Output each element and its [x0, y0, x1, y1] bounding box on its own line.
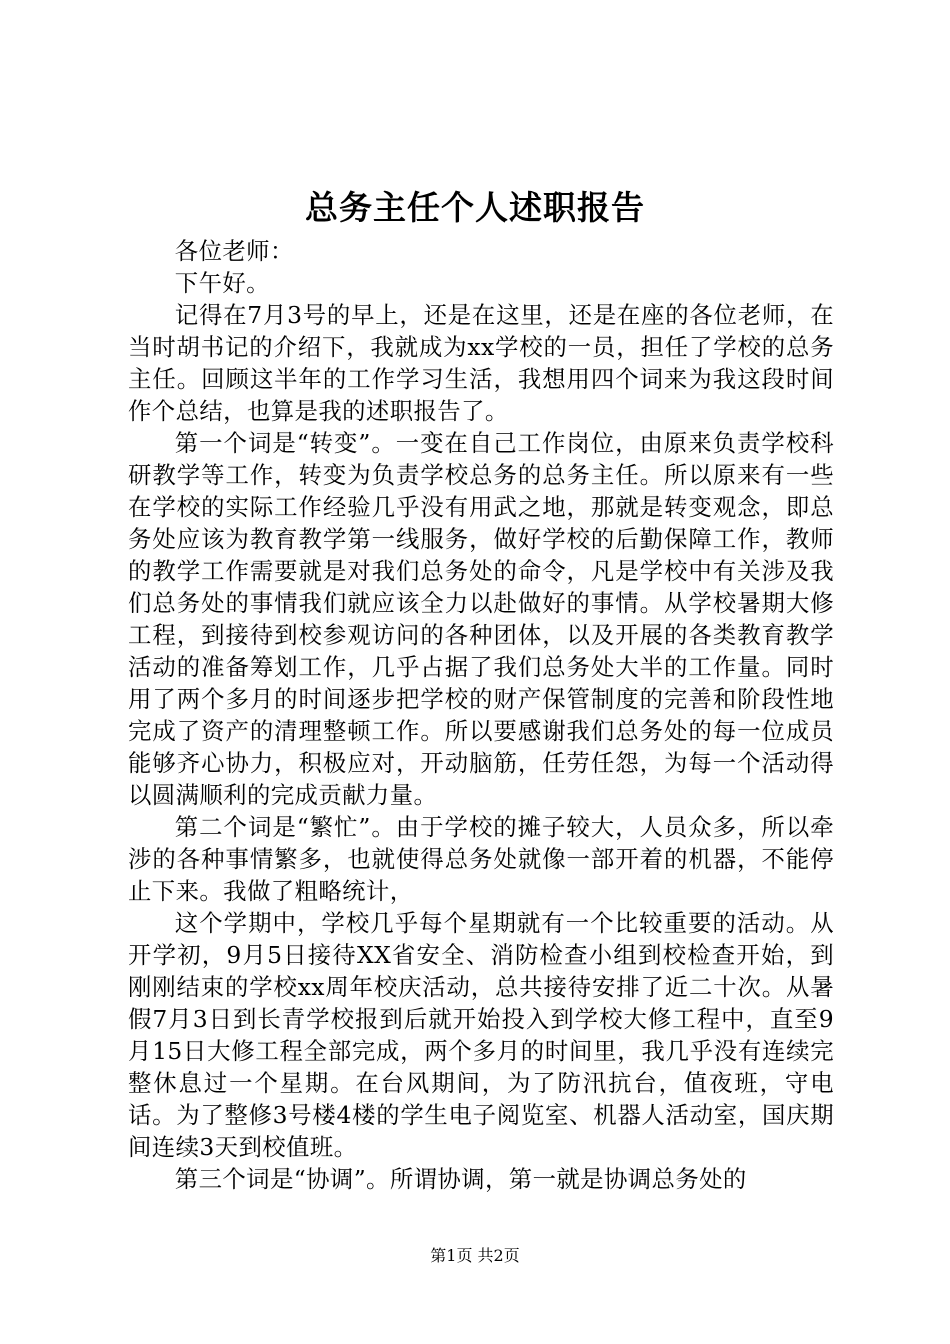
paragraph-greeting: 下午好。 [174, 269, 270, 297]
document-title: 总务主任个人述职报告 [305, 188, 645, 227]
paragraph-second-word: 第二个词是“繁忙”。由于学校的摊子较大，人员众多，所以牵涉的各种事情繁多，也就使得总务处就像一部开着的机器，不能停止下来。我做了粗略统计， [128, 813, 834, 905]
paragraph-salutation: 各位老师： [174, 237, 294, 265]
paragraph-third-word: 第三个词是“协调”。所谓协调，第一就是协调总务处的 [174, 1165, 747, 1193]
page-number: 第1页 共2页 [430, 1246, 520, 1265]
paragraph-intro: 记得在7月3号的早上，还是在这里，还是在座的各位老师，在当时胡书记的介绍下，我就成为xx学校的一员，担任了学校的总务主任。回顾这半年的工作学习生活，我想用四个词来为我这段时间作个总结，也算是我的述职报告了。 [128, 301, 834, 425]
paragraph-semester: 这个学期中，学校几乎每个星期就有一个比较重要的活动。从开学初，9月5日接待XX省安全、消防检查小组到校检查开始，到刚刚结束的学校xx周年校庆活动，总共接待安排了近二十次。从暑假7月3日到长青学校报到后就开始投入到学校大修工程中，直至9月15日大修工程全部完成，两个多月的时间里，我几乎没有连续完整休息过一个星期。在台风期间，为了防汛抗台，值夜班，守电话。为了整修3号楼4楼的学生电子阅览室、机器人活动室，国庆期间连续3天到校值班。 [128, 909, 834, 1161]
paragraph-first-word: 第一个词是“转变”。一变在自己工作岗位，由原来负责学校科研教学等工作，转变为负责学校总务的总务主任。所以原来有一些在学校的实际工作经验几乎没有用武之地，那就是转变观念，即总务处应该为教育教学第一线服务，做好学校的后勤保障工作，教师的教学工作需要就是对我们总务处的命令，凡是学校中有关涉及我们总务处的事情我们就应该全力以赴做好的事情。从学校暑期大修工程，到接待到校参观访问的各种团体，以及开展的各类教育教学活动的准备筹划工作，几乎占据了我们总务处大半的工作量。同时用了两个多月的时间逐步把学校的财产保管制度的完善和阶段性地完成了资产的清理整顿工作。所以要感谢我们总务处的每一位成员能够齐心协力，积极应对，开动脑筋，任劳任怨，为每一个活动得以圆满顺利的完成贡献力量。 [128, 429, 834, 809]
document-body [128, 235, 834, 1195]
